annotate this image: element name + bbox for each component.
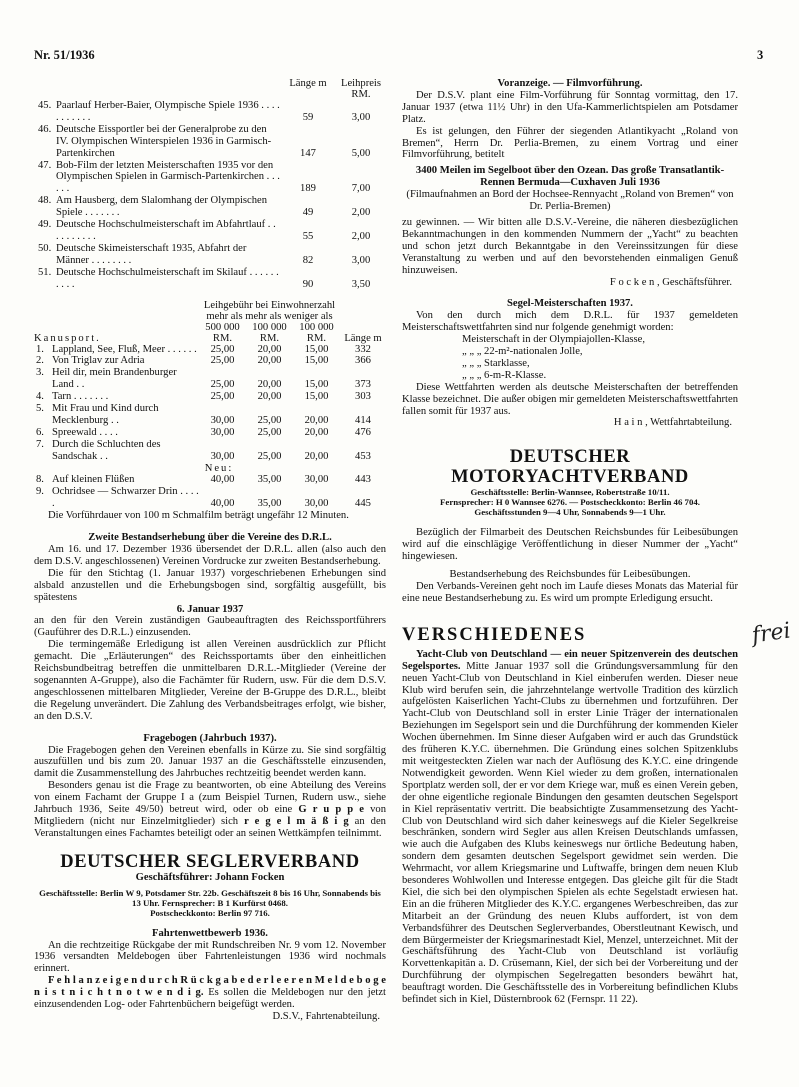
film-length: 90 (302, 278, 314, 290)
kanusport-table (34, 300, 386, 511)
kanusport-col-a: 500 000 RM. (205, 321, 240, 344)
kanu-row (34, 486, 386, 510)
film-length: 147 (300, 147, 316, 159)
col-header-laenge: Länge m (289, 78, 327, 89)
kanu-length: 453 (355, 450, 371, 462)
fahrten-p2: F e h l a n z e i g e n d u r c h R ü c k g a b e d e r l e e r e n M e l d e b o g e n i s t n i c h t n o t w e n d i g. Es sollen die Meldebogen nur den jetzt einzusendenden Log- oder Fahrtenbüchern beigefügt werden. (34, 975, 386, 1011)
dmyv-info3: Geschäftsstunden 9—4 Uhr, Sonnabends 9—1 Uhr. (474, 507, 666, 518)
fahrten-p1: An die rechtzeitige Rückgabe der mit Rundschreiben Nr. 9 vom 12. November 1936 versandten Meldebogen über Fahrtenleistungen 1936 wird nochmals erinnert. (34, 939, 386, 975)
versch-title: VERSCHIEDENES (402, 624, 587, 645)
kanu-title: Ochridsee — Schwarzer Drin . . . . . (52, 486, 199, 510)
film-row (34, 124, 386, 160)
kanu-number: 7. (36, 438, 44, 450)
col-header-leihpreis: Leihpreis RM. (340, 78, 381, 100)
right-column (402, 78, 738, 1006)
kanu-number: 2. (36, 355, 44, 367)
kanu-number: 4. (36, 391, 44, 403)
film-title: Deutsche Eissportler bei der Generalprobe zu den IV. Olympischen Winterspielen 1936 in Garmisch-Partenkirchen (56, 123, 272, 159)
kanu-row (34, 355, 386, 367)
kanu-number: 3. (36, 367, 44, 379)
film-row (34, 195, 386, 219)
kanu-price-a: 40,00 (210, 474, 235, 486)
kanu-price-b: 20,00 (257, 355, 282, 367)
kanu-number: 1. (36, 343, 44, 355)
kanu-price-a: 25,00 (210, 355, 235, 367)
kanu-row (34, 391, 386, 403)
kanusport-neu-label: Neu: (204, 462, 234, 474)
kanu-length: 443 (355, 474, 371, 486)
voranzeige-subtitle: (Filmaufnahmen an Bord der Hochsee-Rennyacht „Roland von Bremen“ von Dr. Perlia-Bremen) (406, 189, 734, 213)
film-table (34, 78, 386, 291)
kanu-length: 373 (355, 379, 371, 391)
kanu-price-b: 25,00 (257, 414, 282, 426)
kanusport-col-b: 100 000 RM. (252, 321, 287, 344)
fahrten-signature: D.S.V., Fahrtenabteilung. (272, 1011, 380, 1022)
kanu-row (34, 427, 386, 439)
film-price: 3,50 (351, 278, 371, 290)
kanu-title: Auf kleinen Flüßen (52, 474, 135, 486)
film-price: 2,00 (351, 207, 371, 219)
kanu-price-b: 25,00 (257, 450, 282, 462)
dmyv-p2: Den Verbands-Vereinen geht noch im Laufe dieses Monats das Material für eine neue Bestandserhebung zu. Es wird um prompte Erledigung ersucht. (402, 581, 738, 604)
voranzeige-filmtitle: 3400 Meilen im Segelboot über den Ozean. Das große Transatlantik-Rennen Bermuda—Cuxhaven Juli 1936 (415, 165, 725, 189)
kanu-title: Durch die Schluchten des Sandschak . . (52, 438, 161, 462)
bestand-p3: an den für den Verein zuständigen Gaubeauftragten des Reichssportführers (Gauführer des D.R.L.) einzusenden. (34, 615, 386, 639)
bestand-date: 6. Januar 1937 (176, 603, 244, 615)
kanu-title: Mit Frau und Kind durch Mecklenburg . . (52, 403, 159, 426)
kanu-title: Heil dir, mein Brandenburger Land . . (52, 367, 177, 391)
kanu-row (34, 474, 386, 486)
film-title: Deutsche Hochschulmeisterschaft im Skilauf . . . . . . . . . . (56, 266, 279, 290)
kanusport-footnote: Die Vorführdauer von 100 m Schmalfilm beträgt ungefähr 12 Minuten. (48, 510, 349, 522)
kanu-price-b: 20,00 (257, 391, 282, 403)
kanu-title: Lappland, See, Fluß, Meer . . . . . . (52, 343, 197, 355)
kanusport-col-c: 100 000 RM. (299, 321, 334, 344)
kanu-row (34, 367, 386, 391)
kanu-price-c: 15,00 (304, 343, 329, 355)
kanu-row (34, 403, 386, 427)
kanu-price-a: 30,00 (210, 450, 235, 462)
film-number: 51. (38, 266, 52, 278)
kanu-row (34, 344, 386, 356)
kanu-number: 8. (36, 474, 44, 486)
bestand-title: Zweite Bestandserhebung über die Vereine des D.R.L. (88, 532, 332, 544)
fragebogen-p2: Besonders genau ist die Frage zu beantworten, ob eine Abteilung des Vereins von einem Fachamt der Gruppe I a (zum Beispiel Turnen, Rudern usw., siehe Jahrbuch 1936, Seite 49/50) betreut wird, oder ob eine G r u p p e von Mitgliedern (nicht nur Einzelmitglieder) sich r e g e l m ä ß i g an den Veranstaltungen eines Fachamtes beteiligt oder an seinen Wettkämpfen teilnimmt. (34, 780, 387, 839)
kanusport-header-sub: mehr als mehr als weniger als (206, 310, 333, 322)
page-number: 3 (757, 48, 764, 62)
dsv-fuehrer: Geschäftsführer: Johann Focken (135, 871, 285, 883)
kanu-price-b: 35,00 (257, 474, 282, 486)
kanu-title: Spreewald . . . . (52, 426, 118, 438)
kanu-title: Von Triglav zur Adria (52, 355, 145, 367)
kanu-price-b: 25,00 (257, 426, 282, 438)
segel-list-item: „ „ „ 22-m²-nationalen Jolle, (462, 346, 583, 358)
handwritten-margin-note: frei (750, 618, 793, 649)
bestand-p2: Die für den Stichtag (1. Januar 1937) vorgeschriebenen Erhebungen sind alsbald anzustellen und die Erhebungsbogen sind, sorgfältig ausgefüllt, bis spätestens (34, 567, 386, 603)
film-title: Bob-Film der letzten Meisterschaften 1935 vor den Olympischen Spielen in Garmisch-Partenkirchen . . . . . . (56, 159, 280, 195)
film-length: 55 (302, 230, 314, 242)
dsv-title: DEUTSCHER SEGLERVERBAND (60, 851, 360, 872)
film-number: 45. (38, 100, 52, 111)
film-title: Am Hausberg, dem Slalomhang der Olympischen Spiele . . . . . . . (56, 195, 268, 219)
kanu-price-c: 30,00 (304, 498, 329, 510)
kanu-number: 9. (36, 486, 44, 498)
film-number: 47. (38, 159, 52, 171)
film-row (34, 267, 386, 291)
kanu-price-c: 15,00 (304, 391, 329, 403)
film-title: Deutsche Hochschulmeisterschaft im Abfahrtlauf . . . . . . . . . . (56, 219, 276, 242)
kanu-price-a: 30,00 (210, 426, 235, 438)
voranzeige-signature: F o c k e n , Geschäftsführer. (609, 276, 732, 288)
left-column (34, 78, 386, 1023)
segel-title: Segel-Meisterschaften 1937. (507, 298, 633, 310)
segel-list (462, 334, 738, 382)
kanusport-label: Kanusport. (34, 332, 101, 344)
kanu-price-c: 15,00 (304, 379, 329, 391)
dmyv-info1: Geschäftsstelle: Berlin-Wannsee, Robertstraße 10/11. (470, 487, 670, 498)
dmyv-p1: Bezüglich der Filmarbeit des Deutschen Reichsbundes für Leibesübungen wird auf die einschlägige Veröffentlichung in dieser Nummer der „Yacht“ hingewiesen. (402, 527, 738, 563)
voranzeige-p3: zu gewinnen. — Wir bitten alle D.S.V.-Vereine, die näheren diesbezüglichen Bekanntmachungen in den kommenden Nummern der „Yacht“ zu beachten und schon jetzt durch Bekanntgabe in den Vereinssitzungen für diese Veranstaltung zu werben und auf den bevorstehenden einmaligen Genuß hinzuweisen. (402, 216, 738, 276)
segel-list-item: „ „ „ 6-m-R-Klasse. (462, 369, 547, 381)
film-number: 49. (38, 219, 52, 231)
film-length: 59 (302, 111, 314, 123)
film-number: 48. (38, 195, 52, 207)
dmyv-info2: Fernsprecher: H 0 Wannsee 6276. — Postscheckkonto: Berlin 46 704. (440, 497, 700, 508)
segel-list-item: „ „ „ Starklasse, (462, 357, 530, 369)
kanu-price-b: 35,00 (257, 498, 282, 510)
film-row (34, 160, 386, 196)
dmyv-title: DEUTSCHER MOTORYACHTVERBAND (451, 447, 689, 488)
kanusport-col-laenge: Länge m (344, 332, 382, 344)
dsv-info: Geschäftsstelle: Berlin W 9, Potsdamer Str. 22b. Geschäftszeit 8 bis 16 Uhr, Sonnabends bis 13 Uhr. Fernsprecher: B 1 Kurfürst 0468. (39, 887, 381, 908)
bestand-p1: Am 16. und 17. Dezember 1936 übersendet der D.R.L. allen (also auch den dem D.S.V. angeschlossenen) Vereinen Vordrucke zur zweiten Bestandserhebung. (34, 544, 386, 567)
kanu-length: 414 (355, 414, 371, 426)
issue-number: Nr. 51/1936 (34, 48, 95, 62)
segel-signature: H a i n , Wettfahrtabteilung. (613, 417, 732, 429)
voranzeige-p1: Der D.S.V. plant eine Film-Vorführung für Sonntag vormittag, den 17. Januar 1937 (etwa 11½ Uhr) in den Ufa-Kammerlichtspielen am Potsdamer Platz. (402, 89, 738, 125)
film-row (34, 243, 386, 267)
kanu-length: 445 (355, 498, 371, 510)
dsv-postscheck: Postscheckkonto: Berlin 97 716. (150, 907, 270, 918)
film-title: Deutsche Skimeisterschaft 1935, Abfahrt der Männer . . . . . . . . (56, 242, 247, 266)
kanu-length: 303 (355, 391, 371, 403)
kanu-price-c: 15,00 (304, 355, 329, 367)
kanu-length: 476 (355, 426, 371, 438)
kanu-price-a: 40,00 (210, 498, 235, 510)
kanu-price-a: 25,00 (210, 343, 235, 355)
fahrten-title: Fahrtenwettbewerb 1936. (152, 927, 268, 939)
fragebogen-p1: Die Fragebogen gehen den Vereinen ebenfalls in Kürze zu. Sie sind sorgfältig auszufüllen und bis zum 20. Januar 1937 an die Geschäftsstelle einzusenden, damit die Zusammenstellung des Jahrbuches rechtzeitig beendet werden kann. (34, 744, 386, 780)
film-row (34, 100, 386, 124)
segel-p1: Von den durch mich dem D.R.L. für 1937 gemeldeten Meisterschaftswettfahrten sind nur folgende genehmigt worden: (402, 310, 738, 334)
kanu-length: 366 (355, 355, 371, 367)
film-number: 50. (38, 242, 52, 254)
film-row (34, 219, 386, 243)
film-number: 46. (38, 123, 52, 135)
kanu-number: 6. (36, 426, 44, 438)
film-length: 82 (302, 254, 314, 266)
film-title: Paarlauf Herber-Baier, Olympische Spiele 1936 . . . . . . . . . . . (56, 100, 280, 123)
film-price: 7,00 (351, 183, 371, 195)
film-price: 3,00 (351, 254, 371, 266)
film-length: 189 (300, 183, 316, 195)
kanusport-header-main: Leihgebühr bei Einwohnerzahl (203, 299, 336, 311)
kanu-row (34, 439, 386, 463)
kanu-price-c: 30,00 (304, 474, 329, 486)
film-price: 5,00 (351, 147, 371, 159)
kanu-length: 332 (355, 343, 371, 355)
film-price: 3,00 (351, 111, 371, 123)
kanu-price-c: 20,00 (304, 450, 329, 462)
kanu-price-b: 20,00 (257, 343, 282, 355)
kanu-title: Tarn . . . . . . . (52, 391, 109, 403)
kanu-price-a: 30,00 (210, 414, 235, 426)
bestand-p4: Die termingemäße Erledigung ist allen Vereinen ausdrücklich zur Pflicht gemacht. Die „Erläuterungen“ des Reichssportamts über den einheitlichen Reichsbundbeitrag betreffen die unmittelbaren D.R.L.-Mitglieder (Vereine der sogenannten A-Gruppe), also die Fachämter für Rudern, usw. Für die dem D.S.V. angeschlossenen mittelbaren Mitglieder, Vereine der B-Gruppe des D.R.L., bleibt die Regelung unverändert. Die Zahlung des Verbandsbeitrages erfolgt, wie bisher, an den D.S.V. (34, 639, 386, 722)
kanu-number: 5. (36, 403, 44, 415)
kanu-price-a: 25,00 (210, 379, 235, 391)
kanu-price-b: 20,00 (257, 379, 282, 391)
segel-list-item: Meisterschaft in der Olympiajollen-Klasse, (462, 334, 645, 346)
film-price: 2,00 (351, 230, 371, 242)
kanu-price-c: 20,00 (304, 414, 329, 426)
voranzeige-title: Voranzeige. — Filmvorführung. (497, 78, 643, 89)
versch-body: Yacht-Club von Deutschland — ein neuer Spitzenverein des deutschen Segelsportes. Mitte Januar 1937 soll die Gründungsversammlung für den neuen Yacht-Club von Deutschland in Kiel einberufen werden. Dieser neue Klub wird berufen sein, die jahrzehntelange wertvolle Tradition des kürzlich aufgelösten Kaiserlichen Yacht-Clubs zu übernehmen und fortzuführen. Der Yacht-Club von Deutschland soll in erster Linie Träger der internationalen Beziehungen im Segelsport sein und die Durchführung der kommenden Kieler Wochen übernehmen. Im Sinne dieser Aufgaben wird er auch das Grundstück des früheren K.Y.C. übernehmen. Die Gründung eines solchen Spitzenklubs mit weitgesteckten Zielen war nach der Auflösung des K.Y.C. eine dringende Notwendigkeit geworden. Wenn Kiel wieder zu dem großen, internationalen Sportplatz werden soll, der er vor dem Kriege war, muß es einen Verein geben, der ohne eigentliche regionale Bindungen den gesamten deutschen Segelsport in Kiel repräsentativ vertritt. Die beabsichtigte Zusammensetzung des Yacht-Club von Deutschland wird sich daher keineswegs auf die Kieler Segelkreise beschränken, sondern wird Segler aus allen Kreisen Deutschlands umfassen, wie auch die Aufgaben des Klubs keineswegs nur örtliche Bedeutung haben, sondern dem gesamten deutschen Segelsport gewidmet sein werden. Die Wehrmacht, vor allem Kriegsmarine und Luftwaffe, bringen dem neuen Klub besonderes Wohlwollen und Interesse entgegen. Das gleiche gilt für die Stadt Kiel, die sich bei den olympischen Spielen als echte Segelstadt erwiesen hat. Ein an die früheren Mitglieder des K.Y.C. ergangenes Werbeschreiben, das zur Mitarbeit an der Gründung des neuen Klubs auffordert, ist von dem Verbandsführer des Deutschen Seglerverbandes, Oberstleutnant Kewisch, und dem Bürgermeister der Kriegsmarinestadt Kiel, Menzel, unterzeichnet. Mit der Geschäftsführung des Yacht-Club von Deutschland ist vorläufig Korvettenkapitän a. D. Crüsemann, Kiel, der sich bei der Vorbereitung und der Durchführung der olympischen Segelregatten besonders bewährt hat, beauftragt worden. Die Geschäftsstelle des in Vorbereitung befindlichen Klubs befindet sich in Kiel, Düsternbrook 62 (Fernspr. 11 22). (402, 648, 738, 1006)
kanu-price-a: 25,00 (210, 391, 235, 403)
voranzeige-p2: Es ist gelungen, den Führer der siegenden Atlantikyacht „Roland von Bremen“, Herrn Dr. Perlia-Bremen, zu einem Vortrag und einer Filmvorführung, betitelt (402, 125, 738, 161)
segel-p2: Diese Wettfahrten werden als deutsche Meisterschaften der betreffenden Klasse bezeichnet. Die außer obigen mir gemeldeten Meisterschaftswettfahrten fallen somit für 1937 aus. (402, 381, 738, 417)
dmyv-subtitle: Bestandserhebung des Reichsbundes für Leibesübungen. (449, 569, 691, 581)
fragebogen-title: Fragebogen (Jahrbuch 1937). (143, 732, 277, 744)
kanu-price-c: 20,00 (304, 426, 329, 438)
film-length: 49 (302, 207, 314, 219)
